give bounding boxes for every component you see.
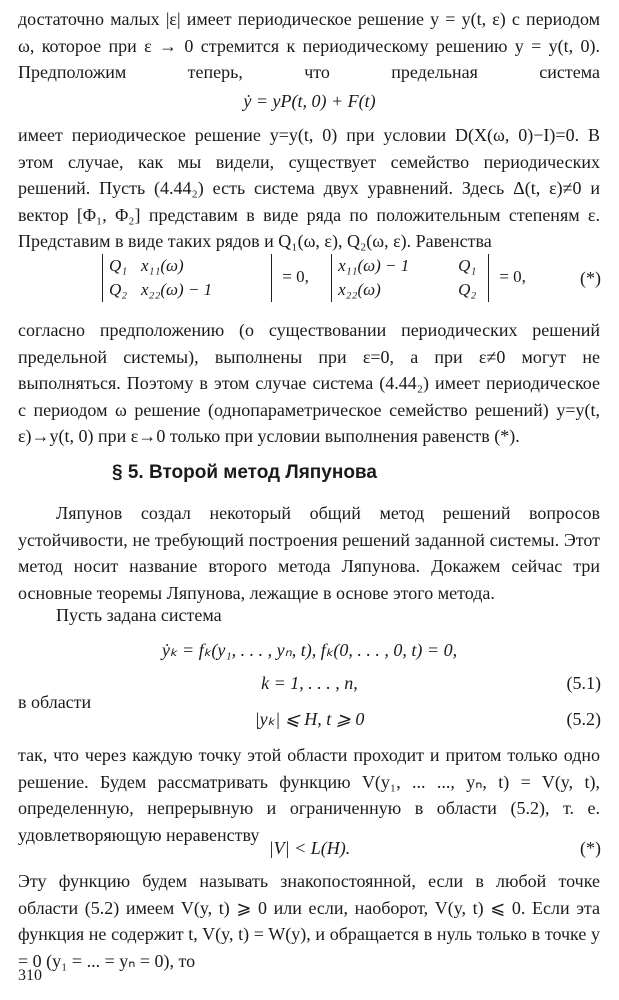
paragraph-1: достаточно малых |ε| имеет периодическое решение y = y(t, ε) с периодом ω, которое при ε → 0 стремится к периодическому решению y = y(t, 0). Предположим теперь, что предельная система	[18, 9, 600, 82]
det2-r1c2: Q₁	[458, 256, 477, 275]
det1-r2c2: x₂₂(ω) − 1	[141, 280, 213, 299]
paragraph-3: согласно предположению (о существовании периодических решений предельной системы), выполнены при ε=0, а при ε≠0 могут не выполняться. Поэтому в этом случае система (4.44₂) имеет периодическое с периодом ω решение (однопараметрическое семейство решений) y=y(t, ε)→y(t, 0) при ε→0 только при условии выполнения равенств (*).	[18, 320, 600, 446]
det2-r2c1: x₂₂(ω)	[338, 280, 381, 299]
paragraph-5: Пусть задана система	[56, 605, 222, 625]
determinant-equations	[102, 254, 526, 302]
equation-number-5-2: (5.2)	[566, 709, 601, 729]
det2-r1c1: x₁₁(ω) − 1	[338, 256, 410, 275]
equals-zero-1: = 0,	[282, 266, 309, 286]
equation-limit-system: ẏ = yP(t, 0) + F(t)	[243, 91, 376, 111]
equals-zero-2: = 0,	[499, 266, 526, 286]
equation-number-star-2: (*)	[580, 838, 601, 858]
determinant-2	[331, 254, 489, 302]
equation-5-1-line-2: k = 1, . . . , n,	[261, 673, 358, 693]
equation-5-1-line-1: ẏₖ = fₖ(y₁, . . . , yₙ, t), fₖ(0, . . . , 0, t) = 0,	[161, 640, 458, 660]
determinant-1	[102, 254, 272, 302]
page-number: 310	[18, 967, 42, 984]
label-region: в области	[18, 692, 92, 712]
equation-number-star-1: (*)	[580, 268, 601, 288]
paragraph-4: Ляпунов создал некоторый общий метод решений вопросов устойчивости, не требующий построения решений заданной системы. Этот метод носит название второго метода Ляпунова. Докажем сейчас три основные теоремы Ляпунова, лежащие в основе этого метода.	[18, 503, 600, 603]
det1-r2c1: Q₂	[109, 280, 128, 299]
section-heading: § 5. Второй метод Ляпунова	[112, 462, 377, 483]
equation-inequality: |V| < L(H).	[268, 838, 351, 858]
det2-r2c2: Q₂	[458, 280, 477, 299]
equation-5-2: |yₖ| ⩽ H, t ⩾ 0	[254, 709, 365, 729]
det1-r1c2: x₁₁(ω)	[141, 256, 184, 275]
paragraph-6: так, что через каждую точку этой области проходит и притом только одно решение. Будем рассматривать функцию V(y₁, ... ..., yₙ, t) = V(y, t), определенную, непрерывную и ограниченную в области (5.2), т. е. удовлетворяющую неравенству	[18, 745, 600, 845]
equation-number-5-1: (5.1)	[566, 673, 601, 693]
paragraph-2: имеет периодическое решение y=y(t, 0) при условии D(X(ω, 0)−I)=0. В этом случае, как мы видели, существует семейство периодических решений. Пусть (4.44₂) есть система двух уравнений. Здесь Δ(t, ε)≠0 и вектор [Φ₁, Φ₂] представим в виде ряда по положительным степеням ε. Представим в виде таких рядов и Q₁(ω, ε), Q₂(ω, ε). Равенства	[18, 125, 600, 251]
det1-r1c1: Q₁	[109, 256, 128, 275]
paragraph-7: Эту функцию будем называть знакопостоянной, если в любой точке области (5.2) имеем V(y, t) ⩾ 0 или если, наоборот, V(y, t) ⩽ 0. Если эта функция не содержит t, V(y, t) = W(y), и обращается в нуль только в точке y = 0 (y₁ = ... = yₙ = 0), то	[18, 871, 600, 971]
